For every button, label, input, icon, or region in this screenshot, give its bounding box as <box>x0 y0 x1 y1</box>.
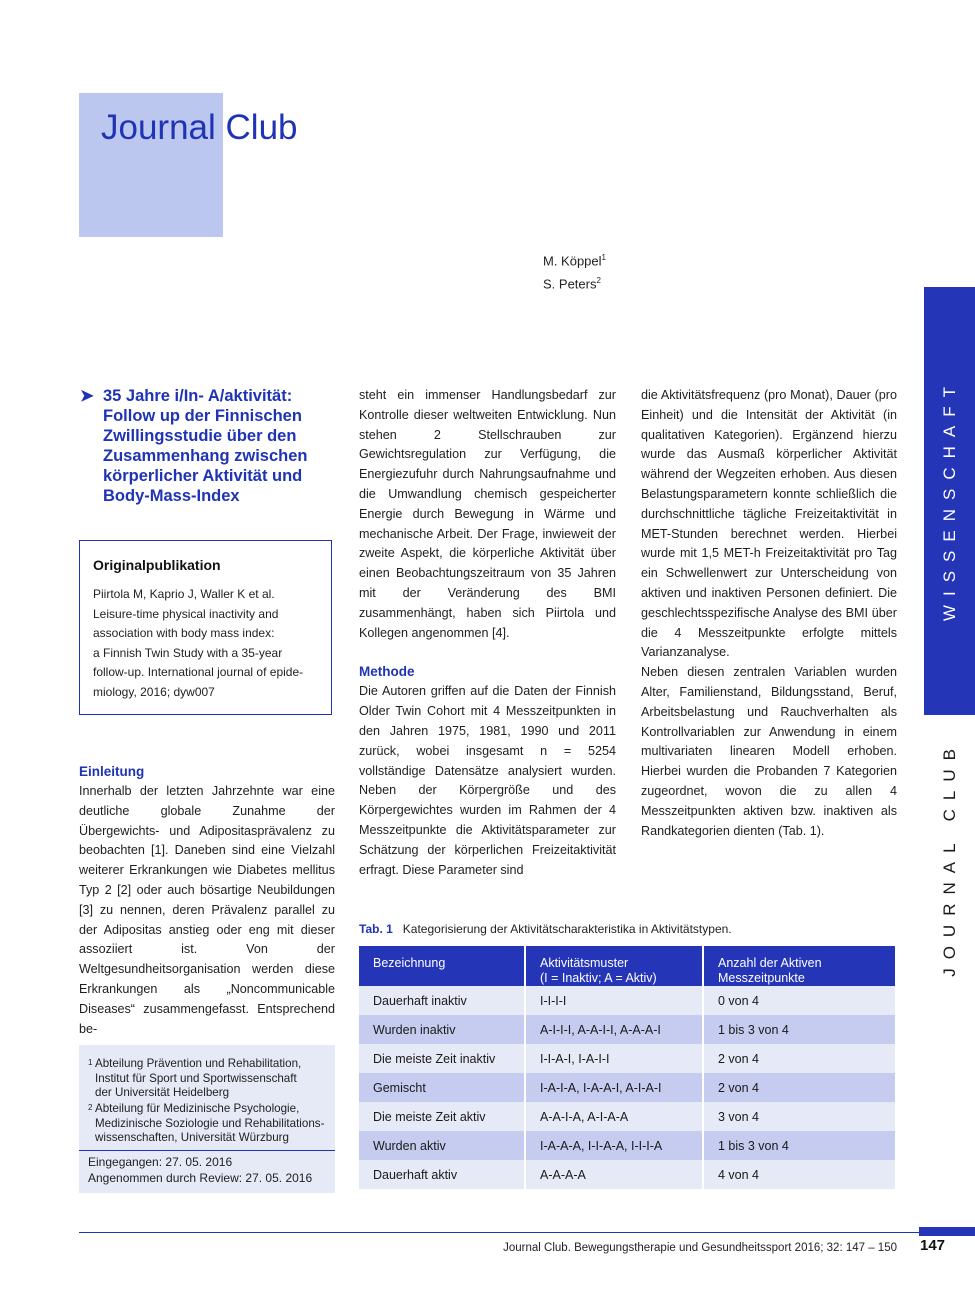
cell-anzahl: 3 von 4 <box>702 1102 895 1131</box>
cell-bezeichnung: Die meiste Zeit aktiv <box>359 1102 524 1131</box>
cell-muster: I-I-A-I, I-A-I-I <box>524 1044 702 1073</box>
einleitung-paragraph: Innerhalb der letzten Jahrzehnte war eine deutliche globale Zunahme der Übergewichts- und Adipositasprävalenz zu beobachten [1]. Daneben sind eine Vielzahl weiterer Erkrankungen wie Diabetes mellitus Typ 2 [2] oder auch bösartige Neubildungen [3] zu nennen, deren Prävalenz parallel zu der Adipositas anstieg oder eng mit dieser assoziiert ist. Von der Weltgesundheitsorganisation werden diese Erkrankungen als „Noncommunicable Diseases“ zusammengefasst. Entsprechend be- <box>79 784 335 1036</box>
einleitung-continued: steht ein immenser Handlungsbedarf zur Kontrolle dieser weltweiten Entwicklung. Nun stehen 2 Stellschrauben zur Gewichtsregulation zur Verfügung, die Energiezufuhr durch Nahrungsaufnahme und die Umwandlung chemisch gespeicherter Energie durch Bewegung in Wärme und mechanische Arbeit. Der Frage, inwieweit der zweite Aspekt, die körperliche Aktivität über einen Beobachtungszeitraum von 35 Jahren mit der Veränderung des BMI zusammenhängt, haben sich Piirtola und Kollegen angenommen [4]. <box>359 388 616 640</box>
cell-muster: A-A-A-A <box>524 1160 702 1189</box>
header-bezeichnung: Bezeichnung <box>359 946 524 986</box>
authors <box>543 248 606 295</box>
table-row <box>359 1160 895 1189</box>
affiliation-1: 1 Abteilung Prävention und Rehabilitation, Institut für Sport und Sportwissenschaft der Universität Heidelberg <box>88 1057 302 1100</box>
cell-bezeichnung: Wurden aktiv <box>359 1131 524 1160</box>
table-row <box>359 1102 895 1131</box>
table-caption <box>359 922 732 936</box>
journal-title: Journal Club <box>101 108 298 147</box>
activity-table <box>359 946 895 1189</box>
cell-bezeichnung: Dauerhaft inaktiv <box>359 986 524 1015</box>
footer-rule <box>79 1232 919 1233</box>
table-caption-text: Kategorisierung der Aktivitätscharakteristika in Aktivitätstypen. <box>402 922 732 936</box>
cell-anzahl: 1 bis 3 von 4 <box>702 1131 895 1160</box>
body-column-3 <box>641 386 897 841</box>
cell-anzahl: 2 von 4 <box>702 1073 895 1102</box>
received-date: Eingegangen: 27. 05. 2016 <box>88 1155 233 1169</box>
methode-paragraph: Die Autoren griffen auf die Daten der Finnish Older Twin Cohort mit 4 Messzeitpunkten in den Jahren 1975, 1981, 1990 und 2011 zurück, wobei insgesamt n = 5254 vollständige Datensätze analysiert wurden. Neben der Körpergröße und des Körpergewichtes wurden im Rahmen der 4 Messzeitpunkte die Aktivitätsparameter zur Schätzung der körperlichen Freizeitaktivität erfragt. Diese Parameter sind <box>359 684 616 877</box>
cell-muster: A-A-I-A, A-I-A-A <box>524 1102 702 1131</box>
original-publication-box <box>79 540 332 715</box>
methode-continued: die Aktivitätsfrequenz (pro Monat), Dauer (pro Einheit) und die Intensität der Aktivität (in qualitativen Kategorien). Ergänzend hierzu wurde das Ausmaß körperlicher Aktivität während der Wegzeiten erhoben. Aus diesen Belastungsparametern konnte schließlich die durchschnittliche tägliche Freizeitaktivität in MET-Stunden berechnet werden. Hierbei wurde mit 1,5 MET-h Freizeitaktivität pro Tag ein Schwellenwert zur Unterscheidung von aktiven und inaktiven Personen definiert. Die geschlechtsspezifische Analyse des BMI über die 4 Messzeitpunkte erfolgte mittels Varianzanalyse. <box>641 388 897 660</box>
header-aktivitaetsmuster: Aktivitätsmuster (I = Inaktiv; A = Aktiv) <box>524 946 702 986</box>
author-2: S. Peters$^2$ <box>543 276 601 292</box>
table-row <box>359 1073 895 1102</box>
methode-paragraph-2: Neben diesen zentralen Variablen wurden Alter, Familienstand, Bildungsstand, Beruf, Arbeitsbelastung und Rauchverhalten als Kontrollvariablen zur Anwendung in einem multivariaten linearen Modell erhoben. Hierbei wurden die Probanden 7 Kategorien zugeordnet, wovon die zu allen 4 Messzeitpunkten aktiven bzw. inaktiven als Randkategorien dienten (Tab. 1). <box>641 665 897 838</box>
cell-anzahl: 2 von 4 <box>702 1044 895 1073</box>
table-label: Tab. 1 <box>359 922 393 936</box>
dates-divider <box>79 1150 335 1151</box>
table-row <box>359 1015 895 1044</box>
cell-bezeichnung: Wurden inaktiv <box>359 1015 524 1044</box>
body-column-2 <box>359 386 616 880</box>
publication-reference: Piirtola M, Kaprio J, Waller K et al. Leisure-time physical inactivity and association with body mass index: a Finnish Twin Study with a 35-year follow-up. International journal of epide- miology, 2016; dyw007 <box>93 587 304 699</box>
author-1: M. Köppel$^1$ <box>543 253 606 269</box>
cell-bezeichnung: Die meiste Zeit inaktiv <box>359 1044 524 1073</box>
page-number-tab <box>919 1227 975 1236</box>
article-title: ➤ 35 Jahre i/In- A/aktivität: Follow up der Finnischen Zwillingsstudie über den Zusammenhang zwischen körperlicher Aktivität und Body-Mass-Index <box>80 387 308 505</box>
cell-anzahl: 4 von 4 <box>702 1160 895 1189</box>
methode-heading: Methode <box>359 664 415 680</box>
cell-muster: I-A-I-A, I-A-A-I, A-I-A-I <box>524 1073 702 1102</box>
table-row <box>359 1044 895 1073</box>
footer-citation: Journal Club. Bewegungstherapie und Gesundheitssport 2016; 32: 147 – 150 <box>503 1242 897 1254</box>
cell-muster: I-A-A-A, I-I-A-A, I-I-I-A <box>524 1131 702 1160</box>
header-anzahl-aktive: Anzahl der Aktiven Messzeitpunkte <box>702 946 895 986</box>
arrow-icon: ➤ <box>80 387 94 405</box>
side-label-section: WISSENSCHAFT <box>940 378 959 622</box>
submission-dates <box>88 1155 312 1186</box>
table-header-row <box>359 946 895 986</box>
accepted-date: Angenommen durch Review: 27. 05. 2016 <box>88 1170 313 1185</box>
einleitung-heading: Einleitung <box>79 764 145 779</box>
cell-muster: I-I-I-I <box>524 986 702 1015</box>
table-row <box>359 1131 895 1160</box>
cell-anzahl: 0 von 4 <box>702 986 895 1015</box>
cell-muster: A-I-I-I, A-A-I-I, A-A-A-I <box>524 1015 702 1044</box>
affiliation-2: 2 Abteilung für Medizinische Psychologie, Medizinische Soziologie und Rehabilitations- wissenschaften, Universität Würzburg <box>88 1102 325 1145</box>
cell-anzahl: 1 bis 3 von 4 <box>702 1015 895 1044</box>
side-label-category: JOURNAL CLUB <box>940 740 959 977</box>
cell-bezeichnung: Gemischt <box>359 1073 524 1102</box>
table-row <box>359 986 895 1015</box>
cell-bezeichnung: Dauerhaft aktiv <box>359 1160 524 1189</box>
page-number: 147 <box>920 1237 946 1254</box>
publication-heading: Originalpublikation <box>93 557 221 573</box>
body-column-1 <box>79 762 335 1039</box>
